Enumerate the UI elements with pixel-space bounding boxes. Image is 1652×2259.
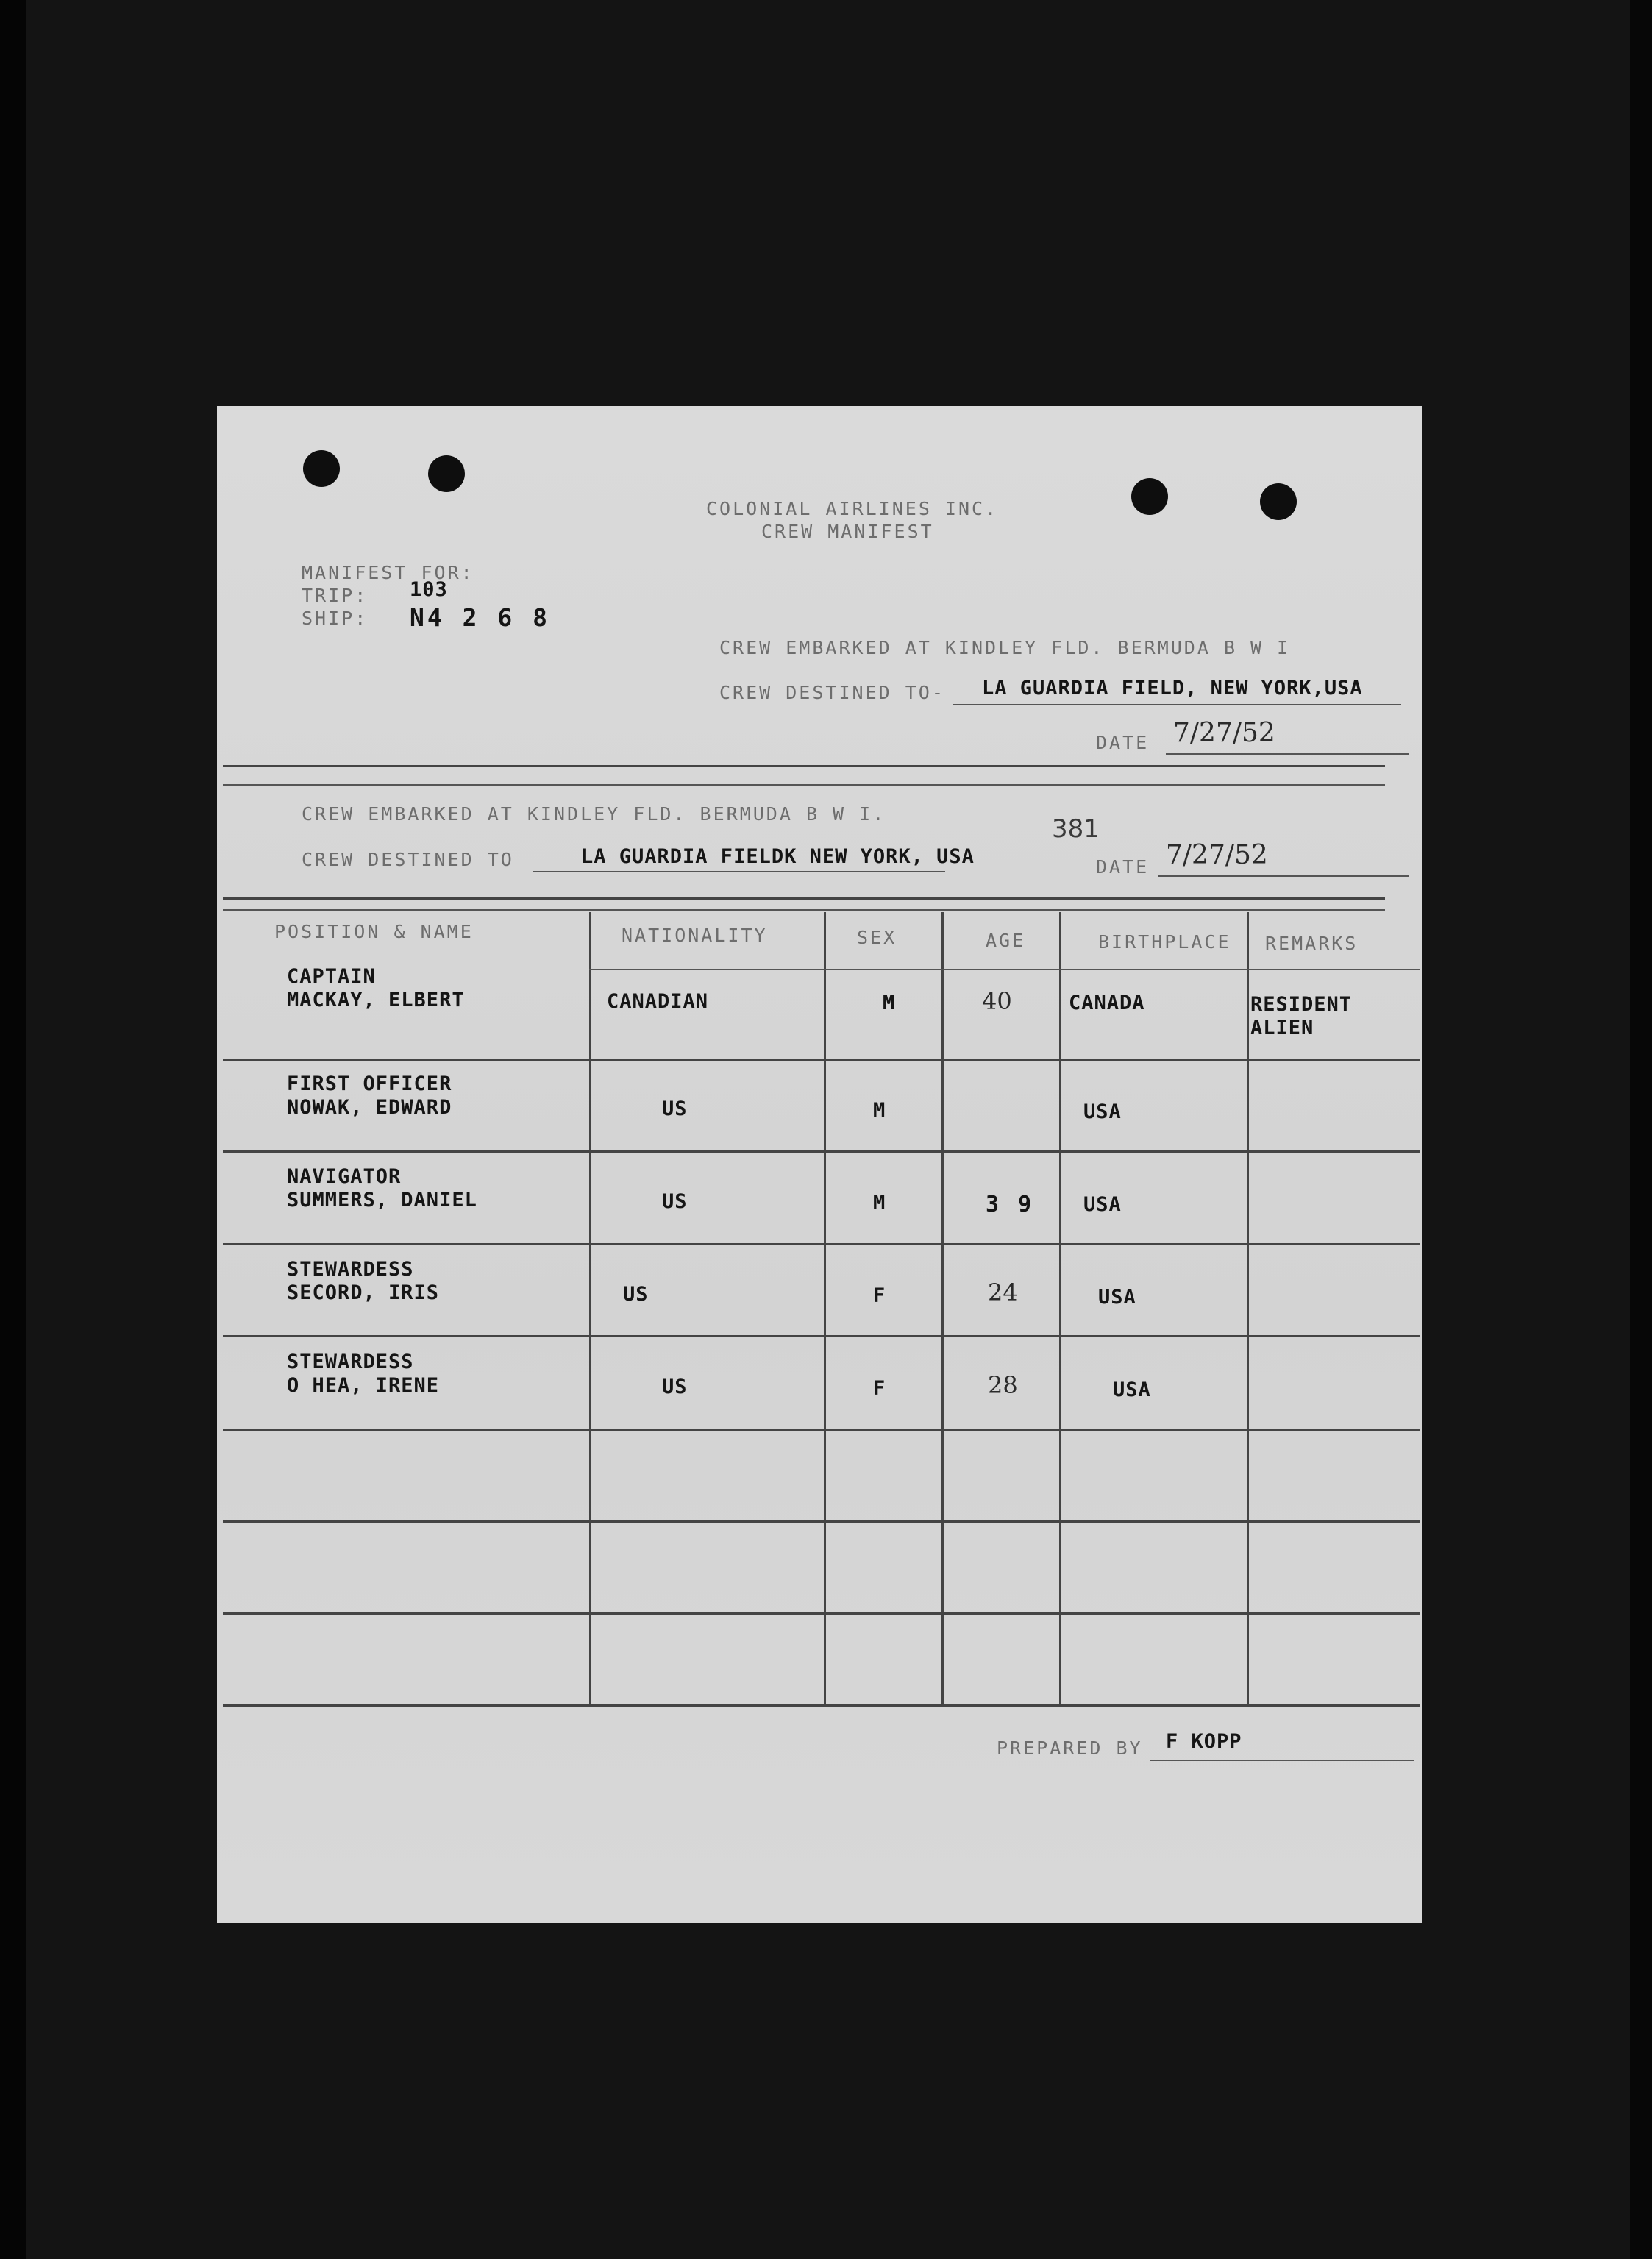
- top-embarked-text: CREW EMBARKED AT KINDLEY FLD. BERMUDA B W I: [719, 637, 1291, 658]
- section-divider-2: [223, 784, 1385, 786]
- column-header-remarks: REMARKS: [1265, 933, 1359, 954]
- row-4-sex: F: [873, 1284, 886, 1307]
- row-line-5: [223, 1429, 1420, 1431]
- row-line-2: [223, 1150, 1420, 1153]
- stamp-number: 381: [1052, 814, 1100, 844]
- scan-border-right: [1630, 0, 1652, 2259]
- top-date-underline: [1166, 753, 1409, 755]
- row-2-position: FIRST OFFICER: [287, 1072, 452, 1095]
- row-1-name: MACKAY, ELBERT: [287, 989, 465, 1011]
- row-3-nationality: US: [662, 1190, 688, 1213]
- column-divider-3: [941, 912, 944, 1707]
- date-label: DATE: [1096, 856, 1150, 878]
- manifest-sheet: [217, 406, 1422, 1923]
- row-1-remarks-line-1: RESIDENT: [1250, 993, 1353, 1016]
- row-line-3: [223, 1243, 1420, 1245]
- document-title: CREW MANIFEST: [761, 521, 934, 542]
- row-line-6: [223, 1520, 1420, 1523]
- row-5-position: STEWARDESS: [287, 1351, 414, 1373]
- column-header-position: POSITION & NAME: [274, 921, 474, 942]
- scan-border-left: [0, 0, 26, 2259]
- trip-value: 103: [410, 578, 448, 601]
- row-5-sex: F: [873, 1377, 886, 1400]
- row-4-name: SECORD, IRIS: [287, 1281, 440, 1304]
- column-header-birthplace: BIRTHPLACE: [1098, 931, 1231, 953]
- trip-label: TRIP:: [302, 585, 369, 606]
- column-divider-5: [1247, 912, 1249, 1707]
- row-line-8: [223, 1704, 1420, 1707]
- row-4-position: STEWARDESS: [287, 1258, 414, 1281]
- top-destined-label: CREW DESTINED TO-: [719, 682, 945, 703]
- top-date-value: 7/27/52: [1173, 718, 1275, 748]
- row-4-age: 24: [988, 1278, 1018, 1306]
- row-4-birthplace: USA: [1098, 1286, 1136, 1309]
- date-value: 7/27/52: [1166, 840, 1268, 870]
- row-3-sex: M: [873, 1192, 886, 1214]
- section-divider-3: [223, 897, 1385, 900]
- column-divider-4: [1059, 912, 1061, 1707]
- top-destined-underline: [953, 704, 1401, 705]
- top-date-label: DATE: [1096, 732, 1150, 753]
- date-underline: [1158, 875, 1409, 877]
- row-5-age: 28: [988, 1371, 1018, 1399]
- row-line-1: [223, 1059, 1420, 1061]
- destined-underline: [533, 871, 945, 872]
- row-3-name: SUMMERS, DANIEL: [287, 1189, 477, 1212]
- row-1-age: 40: [982, 987, 1012, 1015]
- column-header-sex: SEX: [857, 927, 897, 948]
- row-1-remarks-line-2: ALIEN: [1250, 1017, 1314, 1039]
- row-5-nationality: US: [662, 1376, 688, 1398]
- row-3-age: 3 9: [986, 1192, 1035, 1217]
- punch-hole-4: [1260, 483, 1297, 520]
- section-divider-1: [223, 765, 1385, 767]
- row-4-nationality: US: [623, 1283, 649, 1306]
- ship-label: SHIP:: [302, 608, 369, 629]
- column-header-age: AGE: [986, 930, 1026, 951]
- row-1-position: CAPTAIN: [287, 965, 376, 988]
- destined-label: CREW DESTINED TO: [302, 849, 514, 870]
- prepared-by-label: PREPARED BY: [997, 1737, 1143, 1759]
- row-line-4: [223, 1335, 1420, 1337]
- row-1-birthplace: CANADA: [1069, 992, 1145, 1014]
- row-2-sex: M: [873, 1099, 886, 1122]
- row-1-sex: M: [883, 992, 896, 1014]
- header-row-line: [589, 969, 1420, 970]
- top-destined-value: LA GUARDIA FIELD, NEW YORK,USA: [982, 677, 1363, 700]
- row-2-nationality: US: [662, 1098, 688, 1120]
- prepared-by-value: F KOPP: [1166, 1730, 1242, 1753]
- row-5-name: O HEA, IRENE: [287, 1374, 440, 1397]
- row-2-name: NOWAK, EDWARD: [287, 1096, 452, 1119]
- row-1-nationality: CANADIAN: [607, 990, 709, 1013]
- section-divider-4: [223, 909, 1385, 911]
- column-divider-2: [824, 912, 826, 1707]
- manifest-for-label: MANIFEST FOR:: [302, 562, 474, 583]
- row-5-birthplace: USA: [1113, 1378, 1151, 1401]
- column-divider-1: [589, 912, 591, 1707]
- row-3-position: NAVIGATOR: [287, 1165, 402, 1188]
- ship-value: N4 2 6 8: [410, 603, 550, 632]
- company-name: COLONIAL AIRLINES INC.: [706, 498, 999, 519]
- row-line-7: [223, 1612, 1420, 1615]
- destined-value: LA GUARDIA FIELDK NEW YORK, USA: [581, 845, 975, 868]
- row-3-birthplace: USA: [1083, 1193, 1122, 1216]
- column-header-nationality: NATIONALITY: [622, 925, 768, 946]
- punch-hole-3: [1131, 478, 1168, 515]
- punch-hole-1: [303, 450, 340, 487]
- prepared-by-underline: [1150, 1760, 1414, 1761]
- row-2-birthplace: USA: [1083, 1100, 1122, 1123]
- embarked-text: CREW EMBARKED AT KINDLEY FLD. BERMUDA B W I.: [302, 803, 886, 825]
- punch-hole-2: [428, 455, 465, 492]
